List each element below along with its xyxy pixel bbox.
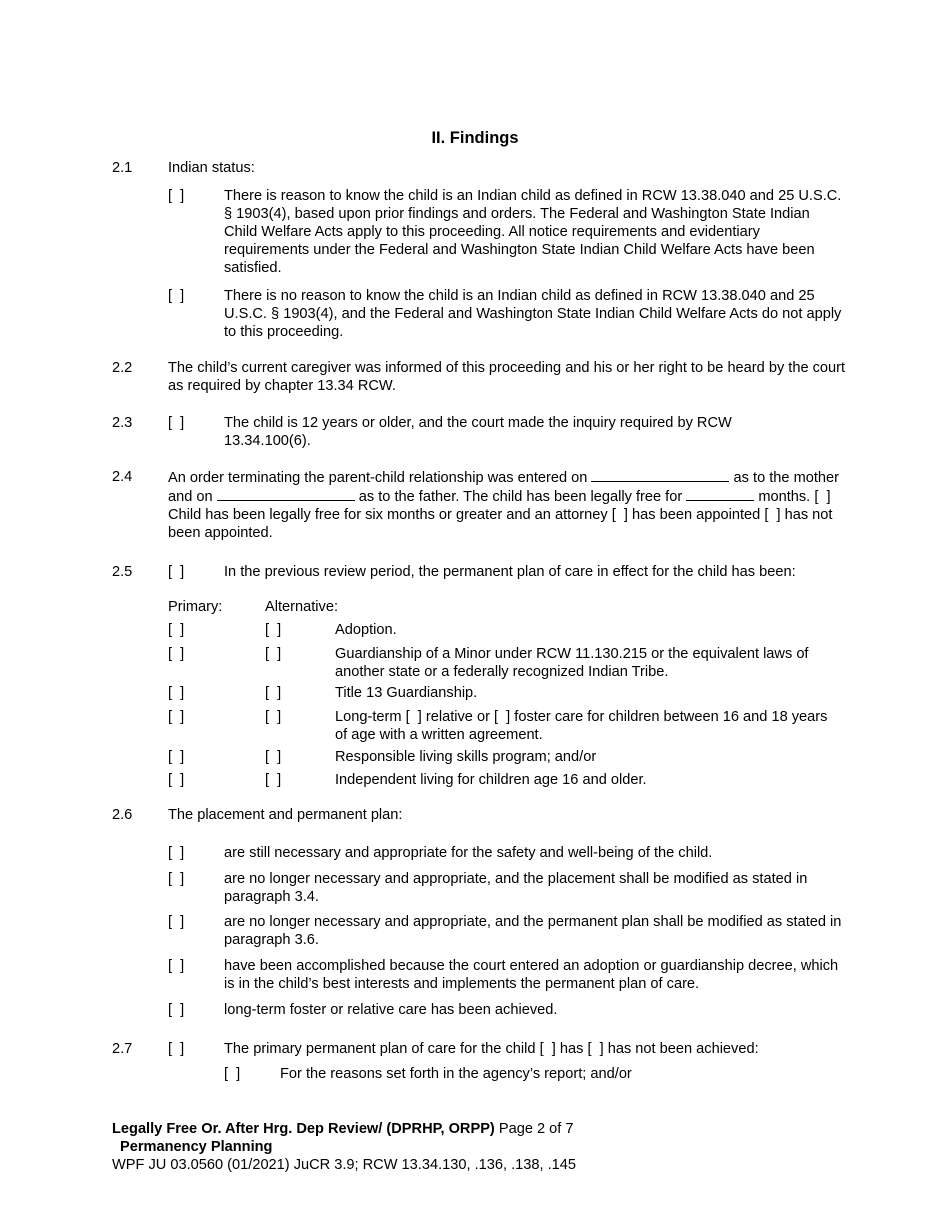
primary-plan-text-3: has not been achieved: [607, 1041, 759, 1057]
indian-no-reason-text: There is no reason to know the child is an Indian child as defined in RCW 13.38.040 and 25 U.S.C. § 1903(4), and the Federal and Washington State Indian Child Welfare Acts do not apply to this proceeding. [224, 288, 842, 340]
termination-text-6: has been appointed [632, 507, 761, 523]
alternative-header: Alternative: [265, 599, 339, 615]
section-title: II. Findings [431, 129, 519, 147]
checkbox-primary-living-skills[interactable]: [ ] [168, 749, 185, 765]
section-number-2-3: 2.3 [112, 415, 133, 431]
indian-reason-text: There is reason to know the child is an Indian child as defined in RCW 13.38.040 and 25 U.S.C. § 1903(4), based upon prior findings and orders. The Federal and Washington State Indian Child Welfare Acts apply to this proceeding. All notice requirements and evidentiary requirements under the Federal and Washington State Indian Child Welfare Acts have been satisfied. [224, 188, 842, 276]
section-number-2-6: 2.6 [112, 807, 133, 823]
accomplished-text: have been accomplished because the court entered an adoption or guardianship decree, which is in the child’s best interests and implements the permanent plan of care. [224, 958, 839, 992]
primary-header: Primary: [168, 599, 223, 615]
checkbox-alt-living-skills[interactable]: [ ] [265, 749, 282, 765]
placement-modified-text: are no longer necessary and appropriate, and the placement shall be modified as stated in paragraph 3.4. [224, 871, 808, 905]
still-necessary-text: are still necessary and appropriate for the safety and well-being of the child. [224, 845, 713, 861]
long-term-achieved-text: long-term foster or relative care has been achieved. [224, 1002, 558, 1018]
plan-guardianship-minor: Guardianship of a Minor under RCW 11.130.215 or the equivalent laws of another state or a federally recognized Indian Tribe. [335, 646, 809, 680]
checkbox-long-term-foster[interactable]: [ ] [494, 709, 511, 725]
termination-text-3: as to the father. The child has been legally free for [358, 489, 683, 505]
long-term-text-c: foster care for children between 16 and 18 years of age with a written agreement. [335, 709, 828, 743]
footer-subtitle: Permanency Planning [120, 1139, 273, 1155]
checkbox-accomplished[interactable]: [ ] [168, 958, 185, 974]
checkbox-primary-plan[interactable]: [ ] [168, 1041, 185, 1057]
plan-independent-living: Independent living for children age 16 and older. [335, 772, 647, 788]
footer-form-line [112, 1120, 574, 1138]
checkbox-primary-guardianship-minor[interactable]: [ ] [168, 646, 185, 662]
section-number-2-1: 2.1 [112, 160, 133, 176]
primary-plan-text-2: has [559, 1041, 584, 1057]
primary-plan-status [224, 1040, 854, 1058]
checkbox-long-term-achieved[interactable]: [ ] [168, 1002, 185, 1018]
checkbox-indian-no-reason[interactable]: [ ] [168, 288, 185, 304]
section-number-2-5: 2.5 [112, 564, 133, 580]
checkbox-plan-has[interactable]: [ ] [539, 1041, 556, 1057]
checkbox-primary-long-term[interactable]: [ ] [168, 709, 185, 725]
plan-long-term [335, 708, 835, 744]
checkbox-previous-plan[interactable]: [ ] [168, 564, 185, 580]
plan-adoption: Adoption. [335, 622, 397, 638]
plan-living-skills: Responsible living skills program; and/or [335, 749, 597, 765]
father-date-blank[interactable] [217, 487, 355, 501]
footer-citation: WPF JU 03.0560 (01/2021) JuCR 3.9; RCW 13.34.130, .136, .138, .145 [112, 1157, 577, 1173]
section-number-2-2: 2.2 [112, 360, 133, 376]
checkbox-child-12[interactable]: [ ] [168, 415, 185, 431]
previous-plan-text: In the previous review period, the permanent plan of care in effect for the child has been: [224, 564, 796, 580]
plan-title13-guardianship: Title 13 Guardianship. [335, 685, 478, 701]
mother-date-blank[interactable] [591, 468, 729, 482]
checkbox-alt-adoption[interactable]: [ ] [265, 622, 282, 638]
child-12-text: The child is 12 years or older, and the court made the inquiry required by RCW 13.34.100(6). [224, 415, 732, 449]
checkbox-attorney-appointed[interactable]: [ ] [611, 507, 628, 523]
termination-text-2: as to the mother and on [168, 470, 840, 505]
checkbox-alt-long-term[interactable]: [ ] [265, 709, 282, 725]
checkbox-alt-title13[interactable]: [ ] [265, 685, 282, 701]
checkbox-primary-independent-living[interactable]: [ ] [168, 772, 185, 788]
checkbox-placement-modified[interactable]: [ ] [168, 871, 185, 887]
termination-order-paragraph [168, 468, 848, 542]
footer-page-number: Page 2 of 7 [498, 1121, 574, 1137]
termination-text-5: Child has been legally free for six months or greater and an attorney [168, 507, 608, 523]
checkbox-primary-adoption[interactable]: [ ] [168, 622, 185, 638]
checkbox-primary-title13[interactable]: [ ] [168, 685, 185, 701]
checkbox-alt-independent-living[interactable]: [ ] [265, 772, 282, 788]
checkbox-alt-guardianship-minor[interactable]: [ ] [265, 646, 282, 662]
agency-report-text: For the reasons set forth in the agency’s report; and/or [280, 1066, 632, 1082]
termination-text-4: months. [758, 489, 811, 505]
checkbox-plan-modified[interactable]: [ ] [168, 914, 185, 930]
section-number-2-7: 2.7 [112, 1041, 133, 1057]
long-term-text-b: relative or [425, 709, 490, 725]
checkbox-still-necessary[interactable]: [ ] [168, 845, 185, 861]
termination-text-1: An order terminating the parent-child relationship was entered on [168, 470, 588, 486]
section-number-2-4: 2.4 [112, 469, 133, 485]
plan-modified-text: are no longer necessary and appropriate, and the permanent plan shall be modified as stated in paragraph 3.6. [224, 914, 842, 948]
primary-plan-text-1: The primary permanent plan of care for the child [224, 1041, 536, 1057]
termination-text-7: has not been appointed. [168, 507, 833, 541]
checkbox-attorney-not-appointed[interactable]: [ ] [764, 507, 781, 523]
placement-plan-label: The placement and permanent plan: [168, 807, 403, 823]
checkbox-plan-has-not[interactable]: [ ] [587, 1041, 604, 1057]
checkbox-long-term-relative[interactable]: [ ] [405, 709, 422, 725]
indian-status-label: Indian status: [168, 160, 255, 176]
checkbox-legally-free-six-months[interactable]: [ ] [814, 489, 831, 505]
checkbox-indian-reason[interactable]: [ ] [168, 188, 185, 204]
long-term-text-a: Long-term [335, 709, 402, 725]
checkbox-agency-report[interactable]: [ ] [224, 1066, 241, 1082]
footer-form-title: Legally Free Or. After Hrg. Dep Review/ (DPRHP, ORPP) [112, 1121, 495, 1137]
months-blank[interactable] [686, 487, 754, 501]
caregiver-text: The child’s current caregiver was informed of this proceeding and his or her right to be heard by the court as required by chapter 13.34 RCW. [168, 360, 846, 394]
